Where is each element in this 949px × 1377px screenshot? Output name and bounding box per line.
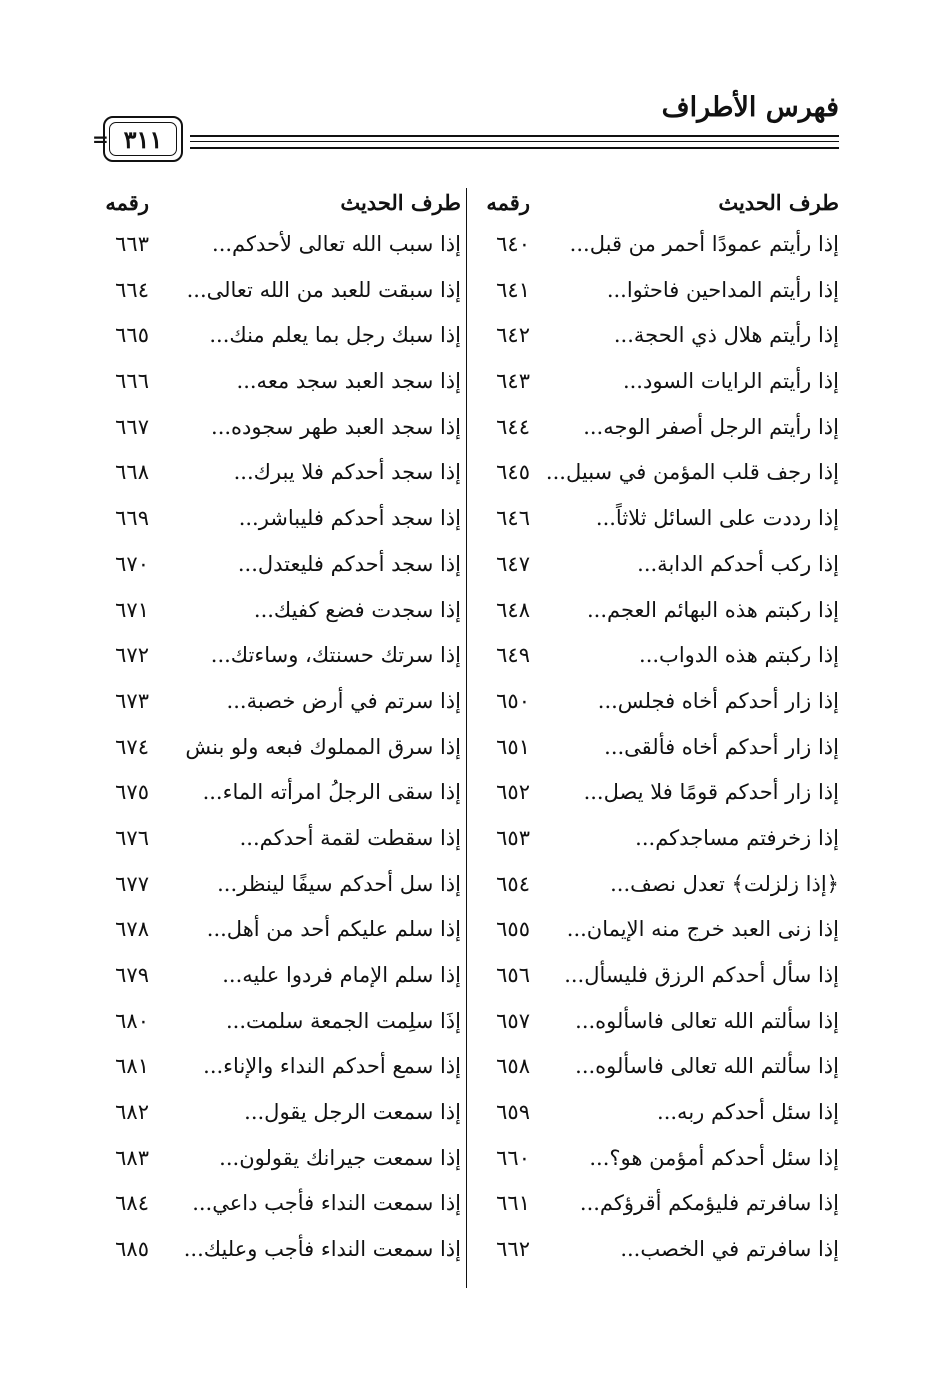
table-row [0, 319, 949, 365]
hadith-number-left: ٦٦٧ [115, 414, 149, 439]
table-row [0, 1233, 949, 1279]
hadith-text-right: إذا سافرتم فليؤمكم أقرؤكم... [579, 1191, 839, 1216]
hadith-number-right: ٦٥٣ [496, 825, 530, 850]
hadith-text-left: إذا سبك رجل بما يعلم منك... [209, 323, 461, 348]
hadith-number-left: ٦٧٩ [115, 963, 149, 987]
table-row [0, 1096, 949, 1142]
table-row [0, 365, 949, 411]
table-row [0, 1187, 949, 1233]
hadith-text-left: إذا سمعت النداء فأجب داعي... [192, 1191, 461, 1216]
table-row [0, 456, 949, 502]
hadith-number-left: ٦٧٢ [115, 643, 149, 668]
hadith-number-right: ٦٤٦ [496, 506, 530, 531]
hadith-text-right: إذا رأيتم الرايات السود... [622, 369, 839, 394]
hadith-number-right: ٦٤٠ [496, 232, 530, 256]
hadith-text-left: إذا سرتك حسنتك، وساءتك... [210, 643, 461, 668]
table-row [0, 1005, 949, 1051]
table-row [0, 594, 949, 640]
hadith-number-right: ٦٥٩ [496, 1100, 530, 1125]
hadith-text-right: إذا زار أحدكم أخاه فجلس... [597, 688, 839, 713]
table-row [0, 274, 949, 320]
hadith-number-left: ٦٧١ [115, 597, 149, 622]
hadith-number-left: ٦٨٢ [115, 1100, 149, 1125]
table-row [0, 731, 949, 777]
hadith-number-right: ٦٥٢ [496, 780, 530, 805]
header-rule [190, 141, 839, 142]
hadith-text-right: إذا زنى العبد خرج منه الإيمان... [566, 917, 839, 942]
hadith-number-left: ٦٨٥ [115, 1237, 149, 1262]
hadith-text-right: إذا سألتم الله تعالى فاسألوه... [575, 1054, 839, 1079]
hadith-number-right: ٦٤٢ [496, 323, 530, 348]
hadith-number-right: ٦٦٠ [496, 1145, 530, 1170]
hadith-number-left: ٦٧٧ [115, 871, 149, 896]
hadith-text-right: إذا ركب أحدكم الدابة... [637, 551, 839, 576]
table-row [0, 685, 949, 731]
page-number: ٣١١ [109, 122, 177, 156]
hadith-text-right: إذا سئل أحدكم أمؤمن هو؟... [589, 1145, 839, 1170]
hadith-text-left: إذا سقى الرجلُ امرأته الماء... [202, 780, 461, 805]
hadith-number-right: ٦٥٤ [496, 871, 530, 896]
hadith-number-left: ٦٨١ [115, 1054, 149, 1079]
page-number-box [103, 116, 183, 162]
hadith-text-left: إذا سمعت الرجل يقول... [244, 1100, 461, 1125]
hadith-text-left: إذا سجدت فضع كفيك... [253, 597, 461, 622]
hadith-text-right: إذا ركبتم هذه الدواب... [639, 643, 839, 668]
hadith-number-right: ٦٥٥ [496, 917, 530, 942]
hadith-text-right: إذا رأيتم هلال ذي الحجة... [613, 323, 839, 348]
hadith-text-left: إذَا سلِمت الجمعة سلمت... [225, 1008, 461, 1033]
hadith-text-left: إذا سلم الإمام فردوا عليه... [222, 963, 461, 987]
hadith-text-left: إذا سجد أحدكم فليعتدل... [237, 551, 461, 576]
right-text-header: طرف الحديث [718, 190, 839, 215]
hadith-text-left: إذا سل أحدكم سيفًا لينظر... [217, 871, 461, 896]
page-title: فهرس الأطراف [661, 92, 839, 123]
hadith-text-left: إذا سرتم في أرض خصبة... [226, 688, 461, 713]
hadith-text-right: إذا زار أحدكم قومًا فلا يصل... [583, 780, 839, 805]
hadith-text-left: إذا سمع أحدكم النداء والإناء... [203, 1054, 461, 1079]
hadith-number-left: ٦٧٦ [115, 825, 149, 850]
table-row [0, 411, 949, 457]
hadith-text-left: إذا سرق المملوك فبعه ولو بنش [185, 734, 461, 759]
hadith-number-left: ٦٧٠ [115, 551, 149, 576]
hadith-text-right: إذا سألتم الله تعالى فاسألوه... [575, 1008, 839, 1033]
hadith-number-right: ٦٥٨ [496, 1054, 530, 1079]
hadith-number-left: ٦٧٨ [115, 917, 149, 942]
hadith-number-right: ٦٥٧ [496, 1008, 530, 1033]
hadith-text-right: إذا رأيتم المداحين فاحثوا... [606, 277, 839, 302]
hadith-number-right: ٦٥١ [496, 734, 530, 759]
hadith-number-right: ٦٥٦ [496, 963, 530, 987]
header-rule [190, 135, 839, 137]
hadith-number-right: ٦٦٢ [496, 1237, 530, 1262]
hadith-text-left: إذا سمعت جيرانك يقولون... [219, 1145, 461, 1170]
hadith-number-left: ٦٧٥ [115, 780, 149, 805]
hadith-text-left: إذا سبب الله تعالى لأحدكم... [212, 232, 461, 256]
table-row [0, 502, 949, 548]
hadith-number-left: ٦٧٤ [115, 734, 149, 759]
hadith-text-right: إذا رجف قلب المؤمن في سبيل... [545, 460, 839, 485]
hadith-number-left: ٦٦٨ [115, 460, 149, 485]
table-row [0, 1050, 949, 1096]
hadith-text-right: إذا رأيتم عمودًا أحمر من قبل... [569, 232, 839, 256]
table-row [0, 959, 949, 1005]
hadith-number-left: ٦٨٠ [115, 1008, 149, 1033]
hadith-number-left: ٦٦٩ [115, 506, 149, 531]
right-num-header: رقمه [486, 190, 530, 215]
table-row [0, 228, 949, 274]
hadith-number-right: ٦٤٨ [496, 597, 530, 622]
hadith-number-right: ٦٤٣ [496, 369, 530, 394]
hadith-text-right: إذا سافرتم في الخصب... [620, 1237, 839, 1262]
hadith-text-right: إذا زار أحدكم أخاه فألقى... [604, 734, 839, 759]
hadith-number-left: ٦٨٣ [115, 1145, 149, 1170]
hadith-number-left: ٦٦٦ [115, 369, 149, 394]
hadith-text-right: إذا سئل أحدكم ربه... [657, 1100, 839, 1125]
table-row [0, 1142, 949, 1188]
hadith-text-right: إذا رأيتم الرجل أصفر الوجه... [583, 414, 839, 439]
hadith-text-left: إذا سجد العبد سجد معه... [236, 369, 461, 394]
hadith-number-left: ٦٦٣ [115, 232, 149, 256]
hadith-number-left: ٦٦٤ [115, 277, 149, 302]
hadith-number-right: ٦٤٩ [496, 643, 530, 668]
hadith-number-right: ٦٤٧ [496, 551, 530, 576]
hadith-text-left: إذا سلم عليكم أحد من أهل... [206, 917, 461, 942]
page-dash: = [92, 127, 109, 151]
hadith-number-right: ٦٤٤ [496, 414, 530, 439]
hadith-text-left: إذا سجد العبد طهر سجوده... [211, 414, 461, 439]
hadith-number-right: ٦٥٠ [496, 688, 530, 713]
hadith-number-left: ٦٧٣ [115, 688, 149, 713]
hadith-number-right: ٦٤٥ [496, 460, 530, 485]
hadith-text-left: إذا سبقت للعبد من الله تعالى... [186, 277, 461, 302]
index-table [0, 228, 949, 1279]
table-row [0, 822, 949, 868]
hadith-text-right: إذا سأل أحدكم الرزق فليسأل... [564, 963, 839, 987]
hadith-number-right: ٦٦١ [496, 1191, 530, 1216]
hadith-number-right: ٦٤١ [496, 277, 530, 302]
hadith-text-right: إذا زخرفتم مساجدكم... [635, 825, 839, 850]
left-text-header: طرف الحديث [340, 190, 461, 215]
hadith-number-left: ٦٦٥ [115, 323, 149, 348]
hadith-number-left: ٦٨٤ [115, 1191, 149, 1216]
hadith-text-right: إذا رددت على السائل ثلاثاً... [595, 506, 839, 531]
left-num-header: رقمه [105, 190, 149, 215]
hadith-text-right: ﴿إذا زلزلت﴾ تعدل نصف... [610, 871, 839, 896]
table-row [0, 548, 949, 594]
table-row [0, 868, 949, 914]
hadith-text-left: إذا سجد أحدكم فلا يبرك... [233, 460, 461, 485]
hadith-text-left: إذا سقطت لقمة أحدكم... [239, 825, 461, 850]
hadith-text-left: إذا سمعت النداء فأجب وعليك... [183, 1237, 461, 1262]
table-row [0, 776, 949, 822]
header-rule [190, 147, 839, 149]
table-row [0, 913, 949, 959]
hadith-text-right: إذا ركبتم هذه البهائم العجم... [587, 597, 839, 622]
table-row [0, 639, 949, 685]
hadith-text-left: إذا سجد أحدكم فليباشر... [238, 506, 461, 531]
